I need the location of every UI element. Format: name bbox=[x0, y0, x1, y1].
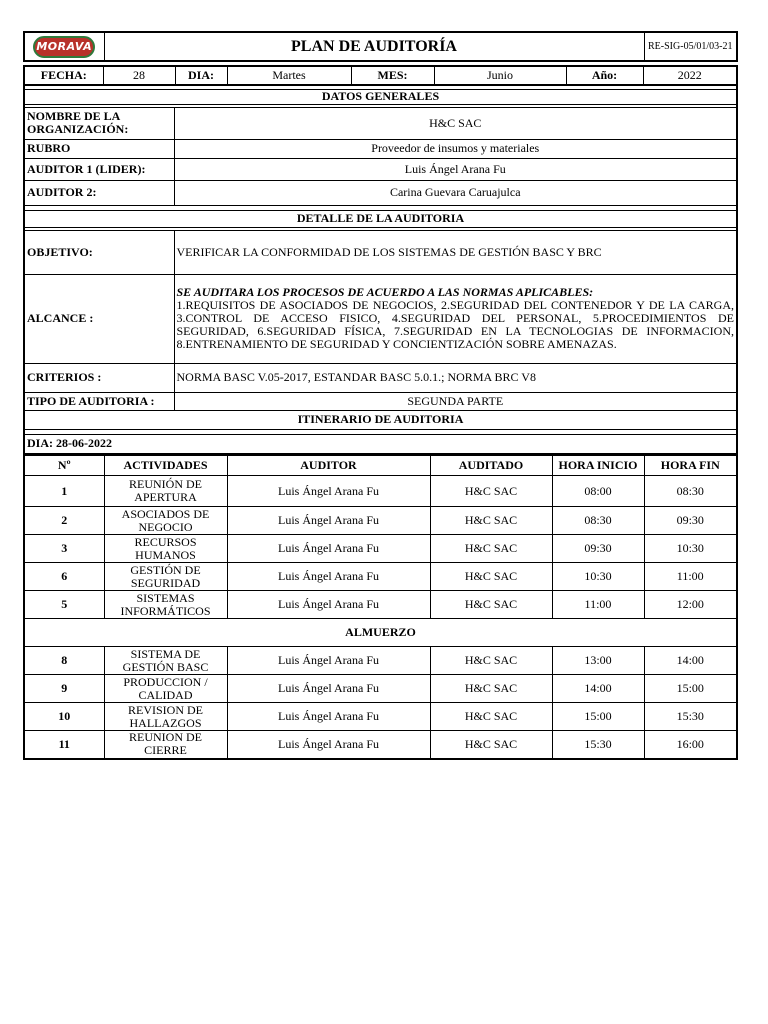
row-auditee: H&C SAC bbox=[430, 563, 552, 591]
row-number: 3 bbox=[24, 535, 104, 563]
itinerary-table bbox=[23, 455, 738, 760]
audit-plan-sheet bbox=[23, 31, 736, 760]
alcance-label: ALCANCE : bbox=[24, 274, 174, 363]
table-row bbox=[24, 675, 737, 703]
table-row bbox=[24, 507, 737, 535]
row-start-time: 10:30 bbox=[552, 563, 644, 591]
row-auditee: H&C SAC bbox=[430, 731, 552, 759]
row-number: 10 bbox=[24, 703, 104, 731]
mes-value: Junio bbox=[434, 66, 566, 85]
row-number: 11 bbox=[24, 731, 104, 759]
date-table bbox=[23, 65, 738, 86]
row-auditor: Luis Ángel Arana Fu bbox=[227, 731, 430, 759]
row-end-time: 11:00 bbox=[644, 563, 737, 591]
rubro-label: RUBRO bbox=[24, 139, 174, 158]
row-end-time: 08:30 bbox=[644, 476, 737, 507]
rubro-value: Proveedor de insumos y materiales bbox=[174, 139, 737, 158]
row-auditor: Luis Ángel Arana Fu bbox=[227, 476, 430, 507]
tipo-value: SEGUNDA PARTE bbox=[174, 392, 737, 410]
auditor1-value: Luis Ángel Arana Fu bbox=[174, 158, 737, 180]
row-activity: REUNION DE CIERRE bbox=[104, 731, 227, 759]
col-header-auditor: AUDITOR bbox=[227, 456, 430, 476]
criterios-label: CRITERIOS : bbox=[24, 363, 174, 392]
row-activity: REVISION DE HALLAZGOS bbox=[104, 703, 227, 731]
objetivo-label: OBJETIVO: bbox=[24, 230, 174, 274]
morava-logo-icon: MORAVA bbox=[33, 36, 95, 58]
fecha-value: 28 bbox=[103, 66, 175, 85]
dia-value: Martes bbox=[227, 66, 351, 85]
row-auditor: Luis Ángel Arana Fu bbox=[227, 563, 430, 591]
row-start-time: 09:30 bbox=[552, 535, 644, 563]
table-row bbox=[24, 591, 737, 619]
alcance-value bbox=[174, 274, 737, 363]
row-auditor: Luis Ángel Arana Fu bbox=[227, 647, 430, 675]
col-header-hora-fin: HORA FIN bbox=[644, 456, 737, 476]
row-end-time: 09:30 bbox=[644, 507, 737, 535]
fecha-label: FECHA: bbox=[24, 66, 103, 85]
row-number: 1 bbox=[24, 476, 104, 507]
row-start-time: 14:00 bbox=[552, 675, 644, 703]
row-start-time: 13:00 bbox=[552, 647, 644, 675]
row-activity: SISTEMA DE GESTIÓN BASC bbox=[104, 647, 227, 675]
row-activity: ASOCIADOS DE NEGOCIO bbox=[104, 507, 227, 535]
dia-label: DIA: bbox=[175, 66, 227, 85]
row-start-time: 08:30 bbox=[552, 507, 644, 535]
detalle-heading: DETALLE DE LA AUDITORIA bbox=[24, 210, 737, 227]
table-row bbox=[24, 535, 737, 563]
col-header-actividades: ACTIVIDADES bbox=[104, 456, 227, 476]
row-start-time: 15:00 bbox=[552, 703, 644, 731]
row-activity: SISTEMAS INFORMÁTICOS bbox=[104, 591, 227, 619]
document-code: RE-SIG-05/01/03-21 bbox=[644, 32, 737, 61]
row-number: 8 bbox=[24, 647, 104, 675]
org-label: NOMBRE DE LA ORGANIZACIÓN: bbox=[24, 107, 174, 139]
row-auditee: H&C SAC bbox=[430, 507, 552, 535]
mes-label: MES: bbox=[351, 66, 434, 85]
anio-value: 2022 bbox=[643, 66, 737, 85]
row-activity: REUNIÓN DE APERTURA bbox=[104, 476, 227, 507]
row-number: 5 bbox=[24, 591, 104, 619]
general-data-table bbox=[23, 86, 738, 455]
auditor2-label: AUDITOR 2: bbox=[24, 180, 174, 205]
itinerario-day: DIA: 28-06-2022 bbox=[24, 434, 737, 454]
col-header-hora-inicio: HORA INICIO bbox=[552, 456, 644, 476]
row-auditee: H&C SAC bbox=[430, 647, 552, 675]
row-auditor: Luis Ángel Arana Fu bbox=[227, 591, 430, 619]
table-row bbox=[24, 703, 737, 731]
alcance-intro: SE AUDITARA LOS PROCESOS DE ACUERDO A LAS NORMAS APLICABLES: bbox=[176, 285, 594, 299]
table-row bbox=[24, 647, 737, 675]
row-activity: GESTIÓN DE SEGURIDAD bbox=[104, 563, 227, 591]
row-auditor: Luis Ángel Arana Fu bbox=[227, 507, 430, 535]
table-row bbox=[24, 476, 737, 507]
auditor1-label: AUDITOR 1 (LIDER): bbox=[24, 158, 174, 180]
row-start-time: 08:00 bbox=[552, 476, 644, 507]
auditor2-value: Carina Guevara Caruajulca bbox=[174, 180, 737, 205]
alcance-text: 1.REQUISITOS DE ASOCIADOS DE NEGOCIOS, 2.SEGURIDAD DEL CONTENEDOR Y DE LA CARGA, 3.CONTROL DE ACCESO FISICO, 4.SEGURIDAD DEL PERSONAL, 5.PROCEDIMIENTOS DE SEGURIDAD, 6.SEGURIDAD FÍSICA, 7.SEGURIDAD EN LA TECNOLOGIAS DE INFORMACION, 8.ENTRENAMIENTO DE SEGURIDAD Y CONCIENTIZACIÓN SOBRE AMENAZAS. bbox=[176, 298, 734, 351]
row-auditor: Luis Ángel Arana Fu bbox=[227, 703, 430, 731]
col-header-auditado: AUDITADO bbox=[430, 456, 552, 476]
table-row bbox=[24, 731, 737, 759]
document-title: PLAN DE AUDITORÍA bbox=[104, 32, 644, 61]
tipo-label: TIPO DE AUDITORIA : bbox=[24, 392, 174, 410]
lunch-row: ALMUERZO bbox=[24, 619, 737, 647]
company-logo bbox=[24, 32, 104, 61]
row-auditor: Luis Ángel Arana Fu bbox=[227, 675, 430, 703]
criterios-value: NORMA BASC V.05-2017, ESTANDAR BASC 5.0.1.; NORMA BRC V8 bbox=[174, 363, 737, 392]
row-start-time: 15:30 bbox=[552, 731, 644, 759]
row-auditor: Luis Ángel Arana Fu bbox=[227, 535, 430, 563]
row-auditee: H&C SAC bbox=[430, 591, 552, 619]
row-end-time: 16:00 bbox=[644, 731, 737, 759]
row-end-time: 15:30 bbox=[644, 703, 737, 731]
row-number: 2 bbox=[24, 507, 104, 535]
row-auditee: H&C SAC bbox=[430, 476, 552, 507]
row-number: 6 bbox=[24, 563, 104, 591]
row-activity: RECURSOS HUMANOS bbox=[104, 535, 227, 563]
anio-label: Año: bbox=[566, 66, 643, 85]
row-auditee: H&C SAC bbox=[430, 703, 552, 731]
row-activity: PRODUCCION / CALIDAD bbox=[104, 675, 227, 703]
row-end-time: 10:30 bbox=[644, 535, 737, 563]
row-auditee: H&C SAC bbox=[430, 675, 552, 703]
datos-generales-heading: DATOS GENERALES bbox=[24, 89, 737, 104]
table-row bbox=[24, 563, 737, 591]
header-table bbox=[23, 31, 738, 62]
row-start-time: 11:00 bbox=[552, 591, 644, 619]
row-number: 9 bbox=[24, 675, 104, 703]
row-end-time: 12:00 bbox=[644, 591, 737, 619]
objetivo-value: VERIFICAR LA CONFORMIDAD DE LOS SISTEMAS DE GESTIÓN BASC Y BRC bbox=[174, 230, 737, 274]
itinerary-header-row bbox=[24, 456, 737, 476]
row-auditee: H&C SAC bbox=[430, 535, 552, 563]
row-end-time: 15:00 bbox=[644, 675, 737, 703]
org-value: H&C SAC bbox=[174, 107, 737, 139]
row-end-time: 14:00 bbox=[644, 647, 737, 675]
itinerario-heading: ITINERARIO DE AUDITORIA bbox=[24, 410, 737, 429]
col-header-n: Nº bbox=[24, 456, 104, 476]
